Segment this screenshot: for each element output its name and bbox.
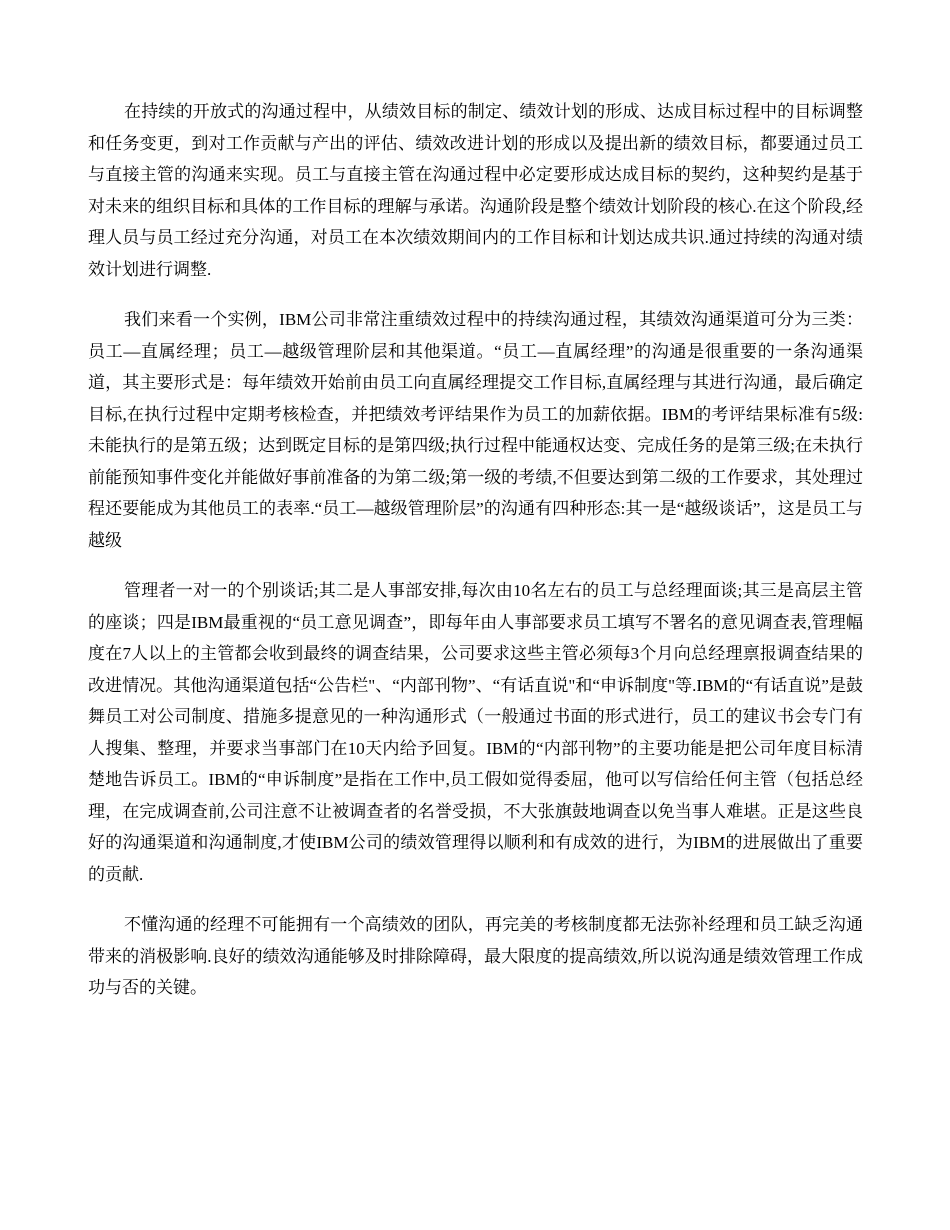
paragraph-conclusion: 不懂沟通的经理不可能拥有一个高绩效的团队，再完美的考核制度都无法弥补经理和员工缺乏沟通带来的消极影响.良好的绩效沟通能够及时排除障碍，最大限度的提高绩效,所以说沟通是绩效管理工作成功与否的关键。: [88, 915, 863, 997]
paragraph-performance-communication: 在持续的开放式的沟通过程中，从绩效目标的制定、绩效计划的形成、达成目标过程中的目标调整和任务变更，到对工作贡献与产出的评估、绩效改进计划的形成以及提出新的绩效目标，都要通过员工与直接主管的沟通来实现。员工与直接主管在沟通过程中必定要形成达成目标的契约，这种契约是基于对未来的组织目标和具体的工作目标的理解与承诺。沟通阶段是整个绩效计划阶段的核心.在这个阶段,经理人员与员工经过充分沟通，对员工在本次绩效期间内的工作目标和计划达成共识.通过持续的沟通对绩效计划进行调整.: [88, 102, 863, 279]
document-page: [88, 96, 863, 1023]
paragraph-ibm-example: 我们来看一个实例，IBM公司非常注重绩效过程中的持续沟通过程，其绩效沟通渠道可分为三类：员工—直属经理；员工—越级管理阶层和其他渠道。“员工—直属经理”的沟通是很重要的一条沟通渠道，其主要形式是：每年绩效开始前由员工向直属经理提交工作目标,直属经理与其进行沟通，最后确定目标,在执行过程中定期考核检查，并把绩效考评结果作为员工的加薪依据。IBM的考评结果标准有5级:未能执行的是第五级；达到既定目标的是第四级;执行过程中能通权达变、完成任务的是第三级;在未执行前能预知事件变化并能做好事前准备的为第二级;第一级的考绩,不但要达到第二级的工作要求，其处理过程还要能成为其他员工的表率.“员工—越级管理阶层”的沟通有四种形态:其一是“越级谈话”，这是员工与越级: [88, 310, 863, 550]
paragraph-ibm-channels: 管理者一对一的个别谈话;其二是人事部安排,每次由10名左右的员工与总经理面谈;其三是高层主管的座谈；四是IBM最重视的“员工意见调查”，即每年由人事部要求员工填写不署名的意见调查表,管理幅度在7人以上的主管都会收到最终的调查结果，公司要求这些主管必须每3个月向总经理禀报调查结果的改进情况。其他沟通渠道包括“公告栏"、“内部刊物”、“有话直说"和“申诉制度"等.IBM的“有话直说”是鼓舞员工对公司制度、措施多提意见的一种沟通形式（一般通过书面的形式进行，员工的建议书会专门有人搜集、整理，并要求当事部门在10天内给予回复。IBM的“内部刊物”的主要功能是把公司年度目标清楚地告诉员工。IBM的“申诉制度”是指在工作中,员工假如觉得委屈，他可以写信给任何主管（包括总经理，在完成调查前,公司注意不让被调查者的名誉受损，不大张旗鼓地调查以免当事人难堪。正是这些良好的沟通渠道和沟通制度,才使IBM公司的绩效管理得以顺利和有成效的进行，为IBM的进展做出了重要的贡献.: [88, 581, 863, 884]
